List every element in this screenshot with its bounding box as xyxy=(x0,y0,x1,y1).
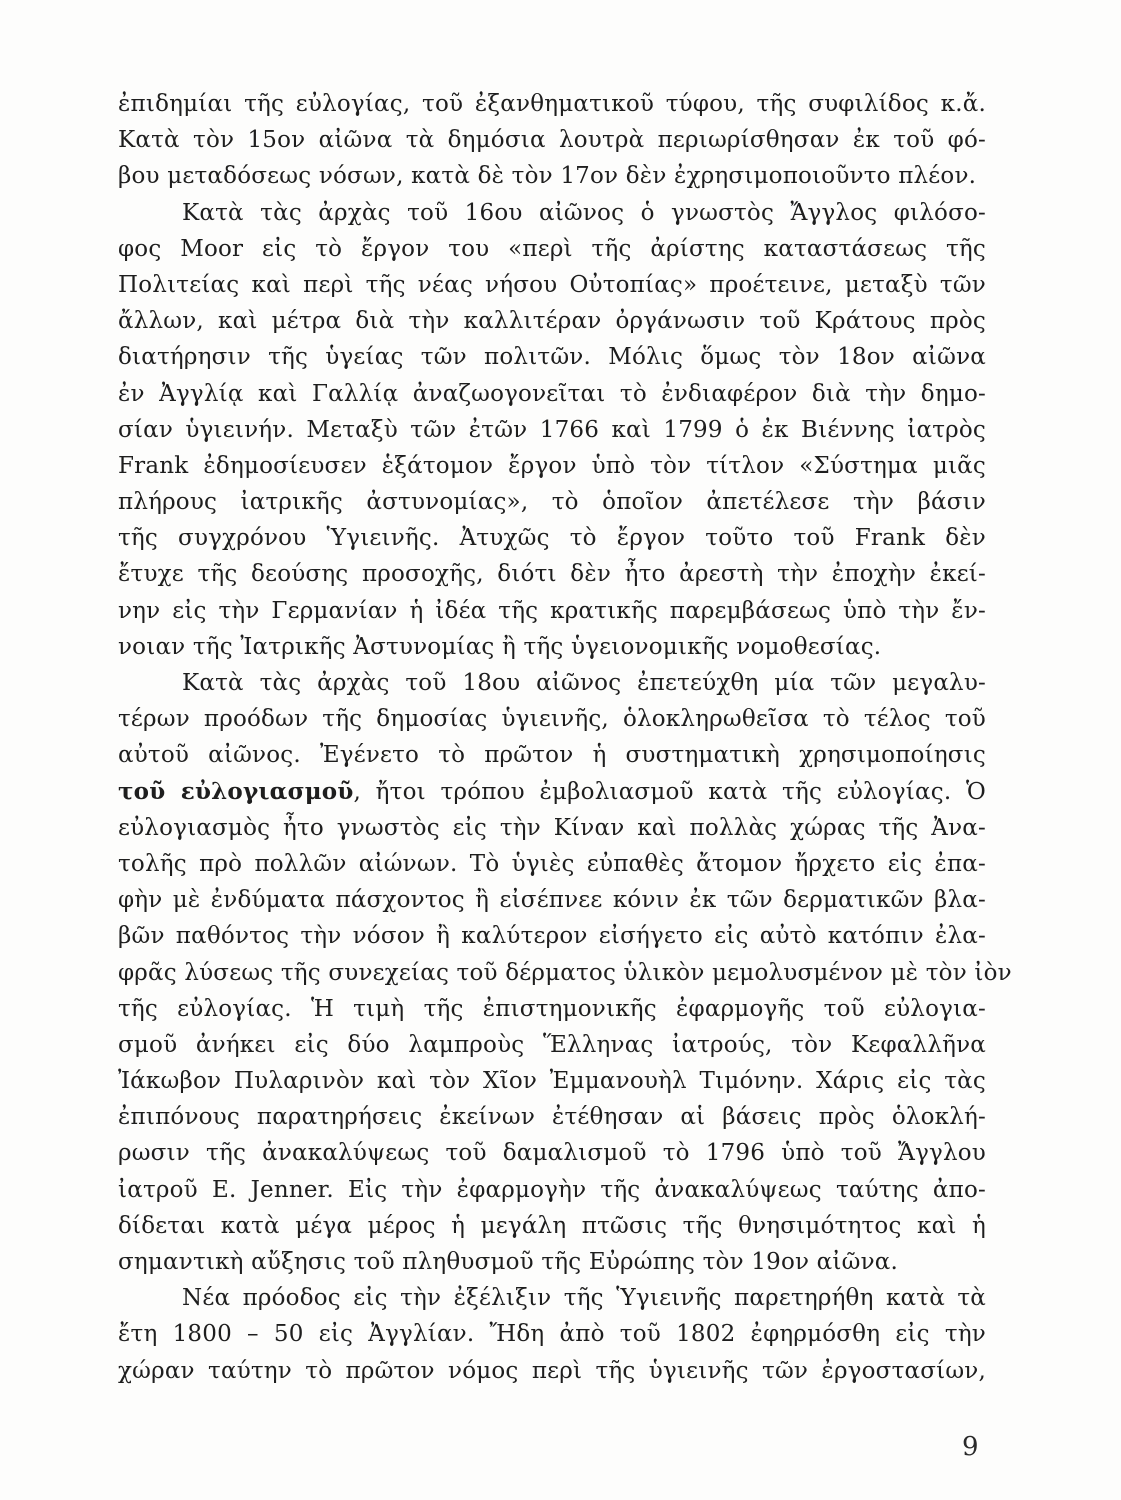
paragraph-1 xyxy=(118,86,986,195)
text-line: Ἰάκωβον Πυλαρινὸν καὶ τὸν Χῖον Ἐμμανουὴλ Τιμόνην. Χάρις εἰς τὰς xyxy=(118,1068,986,1095)
body-text xyxy=(118,86,1012,1389)
text-line: αὐτοῦ αἰῶνος. Ἐγένετο τὸ πρῶτον ἡ συστηματικὴ χρησιμοποίησις xyxy=(118,742,986,769)
text-line: τῆς συγχρόνου Ὑγιεινῆς. Ἀτυχῶς τὸ ἔργον τοῦτο τοῦ Frank δὲν xyxy=(118,525,986,552)
text-line: ἔτη 1800 – 50 εἰς Ἀγγλίαν. Ἤδη ἀπὸ τοῦ 1802 ἐφηρμόσθη εἰς τὴν xyxy=(118,1321,986,1348)
text-line: ἔτυχε τῆς δεούσης προσοχῆς, διότι δὲν ἦτο ἀρεστὴ τὴν ἐποχὴν ἐκεί- xyxy=(118,561,986,588)
text-line: Κατὰ τὰς ἀρχὰς τοῦ 16ου αἰῶνος ὁ γνωστὸς Ἄγγλος φιλόσο- xyxy=(182,199,986,226)
text-line: Πολιτείας καὶ περὶ τῆς νέας νήσου Οὐτοπίας» προέτεινε, μεταξὺ τῶν xyxy=(118,271,986,298)
text-line: τολῆς πρὸ πολλῶν αἰώνων. Τὸ ὑγιὲς εὐπαθὲς ἄτομον ἤρχετο εἰς ἐπα- xyxy=(118,850,986,877)
text-line: τῆς εὐλογίας. Ἡ τιμὴ τῆς ἐπιστημονικῆς ἐφαρμογῆς τοῦ εὐλογια- xyxy=(118,995,986,1022)
text-line-with-bold xyxy=(118,774,986,810)
text-line: ἰατροῦ E. Jenner. Εἰς τὴν ἐφαρμογὴν τῆς ἀνακαλύψεως ταύτης ἀπο- xyxy=(118,1176,986,1203)
text-line: Κατὰ τὸν 15ον αἰῶνα τὰ δημόσια λουτρὰ περιωρίσθησαν ἐκ τοῦ φό- xyxy=(118,127,986,154)
text-line: βῶν παθόντος τὴν νόσον ἢ καλύτερον εἰσήγετο εἰς αὐτὸ κατόπιν ἐλα- xyxy=(118,923,986,950)
text-line: σμοῦ ἀνήκει εἰς δύο λαμπροὺς Ἕλληνας ἰατρούς, τὸν Κεφαλλῆνα xyxy=(118,1031,986,1058)
text-line: πλήρους ἰατρικῆς ἀστυνομίας», τὸ ὁποῖον ἀπετέλεσε τὴν βάσιν xyxy=(118,489,986,516)
text-line: φὴν μὲ ἐνδύματα πάσχοντος ἢ εἰσέπνεε κόνιν ἐκ τῶν δερματικῶν βλα- xyxy=(118,887,986,914)
text-line: φρᾶς λύσεως τῆς συνεχείας τοῦ δέρματος ὑλικὸν μεμολυσμένον μὲ τὸν ἰὸν xyxy=(118,959,1012,986)
text-line: διατήρησιν τῆς ὑγείας τῶν πολιτῶν. Μόλις ὅμως τὸν 18ον αἰῶνα xyxy=(118,344,986,371)
text-line: χώραν ταύτην τὸ πρῶτον νόμος περὶ τῆς ὑγιεινῆς τῶν ἐργοστασίων, xyxy=(118,1357,986,1384)
text-line: Νέα πρόοδος εἰς τὴν ἐξέλιξιν τῆς Ὑγιεινῆς παρετηρήθη κατὰ τὰ xyxy=(182,1285,986,1312)
text-line: νοιαν τῆς Ἰατρικῆς Ἀστυνομίας ἢ τῆς ὑγειονομικῆς νομοθεσίας. xyxy=(118,633,882,660)
text-line: βου μεταδόσεως νόσων, κατὰ δὲ τὸν 17ον δὲν ἐχρησιμοποιοῦντο πλέον. xyxy=(118,163,977,190)
text-line: Κατὰ τὰς ἀρχὰς τοῦ 18ου αἰῶνος ἐπετεύχθη μία τῶν μεγαλυ- xyxy=(182,670,986,696)
text-line: ρωσιν τῆς ἀνακαλύψεως τοῦ δαμαλισμοῦ τὸ 1796 ὑπὸ τοῦ Ἄγγλου xyxy=(118,1140,986,1167)
text-line: εὐλογιασμὸς ἦτο γνωστὸς εἰς τὴν Κίναν καὶ πολλὰς χώρας τῆς Ἀνα- xyxy=(118,814,986,841)
paragraph-4 xyxy=(118,1280,986,1389)
text-line: σημαντικὴ αὔξησις τοῦ πληθυσμοῦ τῆς Εὐρώπης τὸν 19ον αἰῶνα. xyxy=(118,1249,899,1275)
text-line: ἐπιπόνους παρατηρήσεις ἐκείνων ἐτέθησαν αἱ βάσεις πρὸς ὁλοκλή- xyxy=(118,1104,986,1131)
page-number: 9 xyxy=(962,1432,979,1462)
text-line: ἐν Ἀγγλίᾳ καὶ Γαλλίᾳ ἀναζωογονεῖται τὸ ἐνδιαφέρον διὰ τὴν δημο- xyxy=(118,380,986,407)
text-line: ἐπιδημίαι τῆς εὐλογίας, τοῦ ἐξανθηματικοῦ τύφου, τῆς συφιλίδος κ.ἄ. xyxy=(118,91,986,117)
text-line-rest: , ἤτοι τρόπου ἐμβολιασμοῦ κατὰ τῆς εὐλογίας. Ὁ xyxy=(353,778,986,805)
text-line: φος Moor εἰς τὸ ἔργον του «περὶ τῆς ἀρίστης καταστάσεως τῆς xyxy=(118,235,986,262)
text-line: σίαν ὑγιεινήν. Μεταξὺ τῶν ἐτῶν 1766 καὶ 1799 ὁ ἐκ Βιέννης ἰατρὸς xyxy=(118,416,986,443)
bold-term: τοῦ εὐλογιασμοῦ xyxy=(118,777,354,805)
paragraph-3 xyxy=(118,665,1012,1280)
text-line: δίδεται κατὰ μέγα μέρος ἡ μεγάλη πτῶσις τῆς θνησιμότητος καὶ ἡ xyxy=(118,1212,986,1239)
text-line: τέρων προόδων τῆς δημοσίας ὑγιεινῆς, ὁλοκληρωθεῖσα τὸ τέλος τοῦ xyxy=(118,706,986,733)
paragraph-2 xyxy=(118,195,986,665)
text-line: νην εἰς τὴν Γερμανίαν ἡ ἰδέα τῆς κρατικῆς παρεμβάσεως ὑπὸ τὴν ἔν- xyxy=(118,597,986,624)
text-line: ἄλλων, καὶ μέτρα διὰ τὴν καλλιτέραν ὀργάνωσιν τοῦ Κράτους πρὸς xyxy=(118,308,986,335)
text-line: Frank ἐδημοσίευσεν ἑξάτομον ἔργον ὑπὸ τὸν τίτλον «Σύστημα μιᾶς xyxy=(118,452,986,479)
